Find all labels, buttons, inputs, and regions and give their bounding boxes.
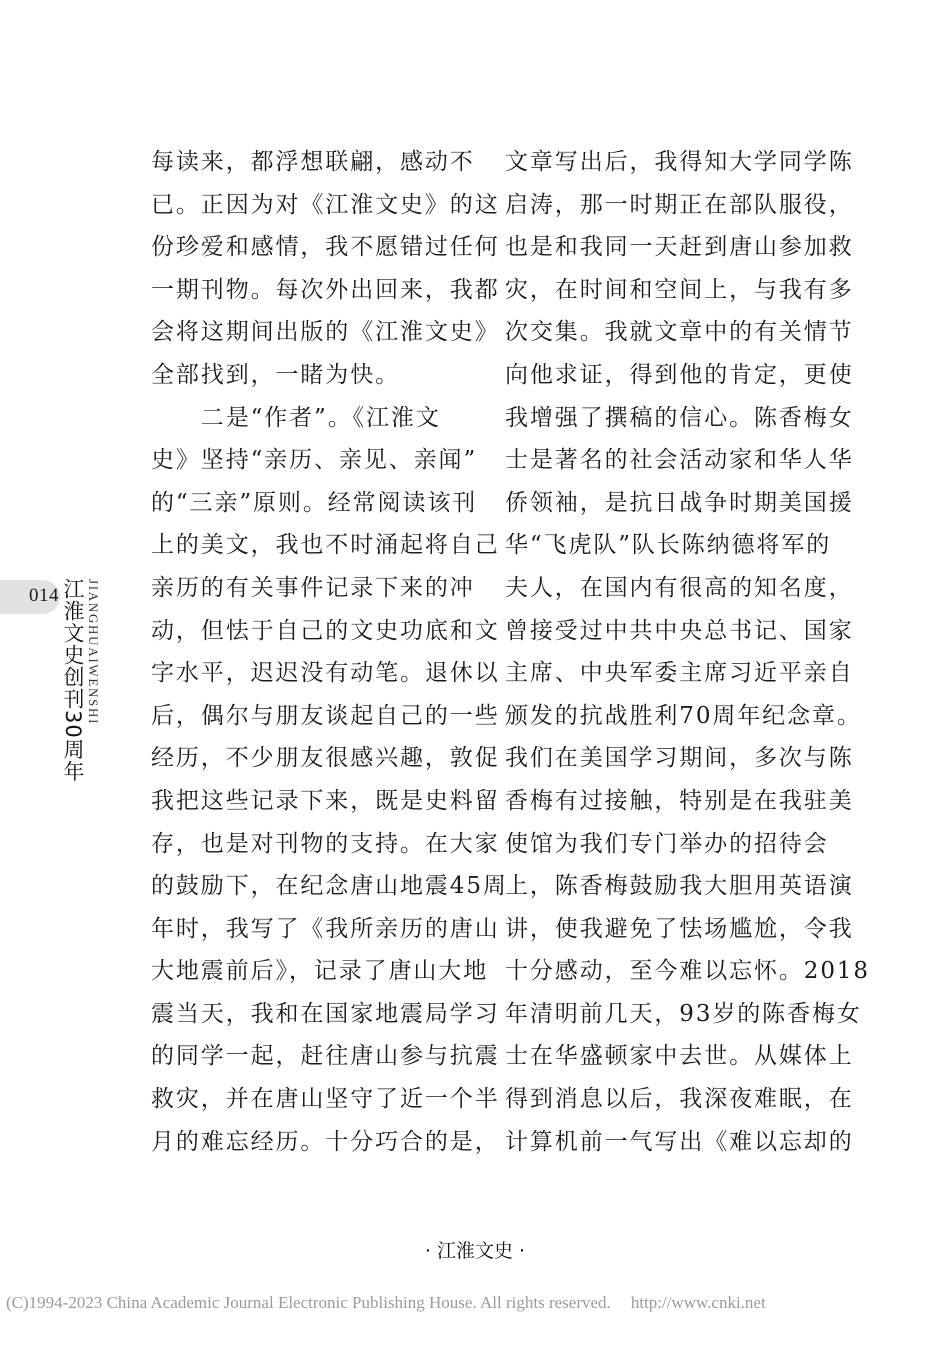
text-line: 月的难忘经历。十分巧合的是，	[151, 1128, 500, 1155]
text-line: 史》坚持“亲历、亲见、亲闻”	[151, 447, 478, 474]
text-line: 救灾，并在唐山坚守了近一个半	[151, 1086, 500, 1113]
text-line: 计算机前一气写出《难以忘却的	[505, 1128, 854, 1155]
text-line: 颁发的抗战胜利70周年纪念章。	[505, 702, 862, 729]
cnki-url: http://www.cnki.net	[630, 1293, 766, 1312]
text-line: 经历，不少朋友很感兴趣，敦促	[151, 745, 500, 772]
text-line: 年清明前几天，93岁的陈香梅女	[505, 1000, 862, 1027]
text-line: 份珍爱和感情，我不愿错过任何	[151, 234, 500, 261]
text-line: 士是著名的社会活动家和华人华	[505, 447, 854, 474]
text-line: 香梅有过接触，特别是在我驻美	[505, 787, 854, 814]
text-line: 上的美文，我也不时涌起将自己	[151, 532, 500, 559]
text-line: 已。正因为对《江淮文史》的这	[151, 191, 500, 218]
text-line: 也是和我同一天赶到唐山参加救	[505, 234, 854, 261]
text-line: 灾，在时间和空间上，与我有多	[505, 276, 854, 303]
text-line: 全部找到，一睹为快。	[151, 361, 400, 388]
journal-pinyin: JIANGHUAIWENSHI	[86, 579, 101, 726]
text-line: 次交集。我就文章中的有关情节	[505, 319, 854, 346]
text-line: 我把这些记录下来，既是史料留	[151, 787, 500, 814]
text-line: 使馆为我们专门举办的招待会	[505, 830, 829, 857]
text-line: 大地震前后》，记录了唐山大地	[151, 958, 489, 985]
text-line: 夫人，在国内有很高的知名度，	[505, 574, 854, 601]
text-line: 字水平，迟迟没有动笔。退休以	[151, 660, 500, 687]
text-line: 会将这期间出版的《江淮文史》	[151, 319, 500, 346]
text-line: 后，偶尔与朋友谈起自己的一些	[151, 702, 500, 729]
text-line: 的同学一起，赶往唐山参与抗震	[151, 1043, 500, 1070]
running-footer-journal: · 江淮文史 ·	[424, 1240, 526, 1262]
text-line: 十分感动，至今难以忘怀。2018	[505, 958, 870, 985]
copyright-text: (C)1994-2023 China Academic Journal Electronic Publishing House. All rights reserved.	[6, 1293, 611, 1312]
text-line: 年时，我写了《我所亲历的唐山	[151, 915, 500, 942]
text-line: 讲，使我避免了怯场尴尬，令我	[505, 915, 854, 942]
copyright-line	[6, 1293, 766, 1313]
text-line: 文章写出后，我得知大学同学陈	[505, 149, 854, 175]
text-line: 一期刊物。每次外出回来，我都	[151, 276, 500, 303]
text-line: 存，也是对刊物的支持。在大家	[151, 830, 500, 857]
text-line: 我增强了撰稿的信心。陈香梅女	[505, 404, 854, 431]
text-line: 主席、中央军委主席习近平亲自	[505, 660, 854, 687]
left-text-column	[151, 141, 508, 1163]
text-line: 我们在美国学习期间，多次与陈	[505, 745, 854, 772]
text-line: 二是“作者”。《江淮文	[151, 404, 441, 431]
text-line: 的鼓励下，在纪念唐山地震45周	[151, 873, 508, 900]
text-line: 每读来，都浮想联翩，感动不	[151, 149, 475, 175]
text-line: 华“飞虎队”队长陈纳德将军的	[505, 532, 832, 559]
text-line: 向他求证，得到他的肯定，更使	[505, 361, 854, 388]
text-line: 启涛，那一时期正在部队服役，	[505, 191, 854, 218]
text-line: 士在华盛顿家中去世。从媒体上	[505, 1043, 854, 1070]
text-line: 亲历的有关事件记录下来的冲	[151, 574, 475, 601]
right-text-column	[505, 141, 870, 1163]
text-line: 上，陈香梅鼓励我大胆用英语演	[505, 873, 854, 900]
text-line: 动，但怯于自己的文史功底和文	[151, 617, 500, 644]
text-line: 的“三亲”原则。经常阅读该刊	[151, 489, 478, 516]
anniversary-title: 江淮文史创刊30周年	[61, 578, 85, 783]
text-line: 得到消息以后，我深夜难眠，在	[505, 1086, 854, 1113]
page-number: 014	[29, 585, 59, 606]
text-line: 震当天，我和在国家地震局学习	[151, 1000, 500, 1027]
text-line: 侨领袖，是抗日战争时期美国援	[505, 489, 854, 516]
text-line: 曾接受过中共中央总书记、国家	[505, 617, 854, 644]
